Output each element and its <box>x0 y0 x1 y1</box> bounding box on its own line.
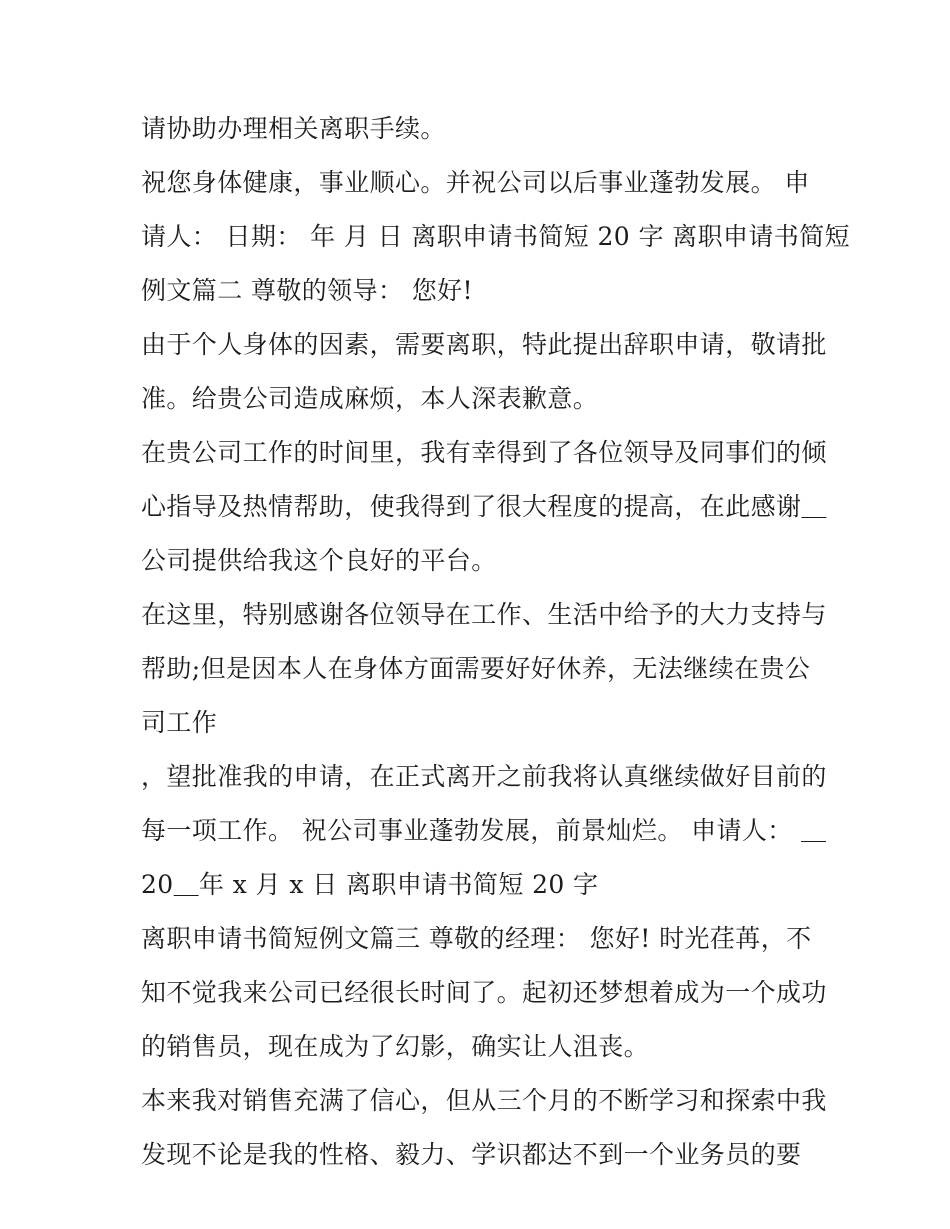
text-line-18: 的销售员，现在成为了幻影，确实让人沮丧。 <box>141 1032 650 1061</box>
text-line-3: 请人： 日期： 年 月 日 离职申请书简短 20 字 离职申请书简短 <box>141 222 850 251</box>
text-line-16: 离职申请书简短例文篇三 尊敬的经理： 您好! 时光荏苒，不 <box>141 924 812 953</box>
text-line-2: 祝您身体健康，事业顺心。并祝公司以后事业蓬勃发展。 申 <box>141 168 810 197</box>
text-line-1: 请协助办理相关离职手续。 <box>141 114 446 143</box>
text-line-17: 知不觉我来公司已经很长时间了。起初还梦想着成为一个成功 <box>141 978 827 1007</box>
text-line-19: 本来我对销售充满了信心，但从三个月的不断学习和探索中我 <box>141 1086 827 1115</box>
text-line-13: ，望批准我的申请，在正式离开之前我将认真继续做好目前的 <box>141 762 827 791</box>
document-body <box>141 106 850 1186</box>
text-line-15: 20＿年 x 月 x 日 离职申请书简短 20 字 <box>141 870 599 899</box>
text-line-11: 帮助;但是因本人在身体方面需要好好休养，无法继续在贵公 <box>141 654 811 683</box>
text-line-9: 公司提供给我这个良好的平台。 <box>141 546 497 575</box>
text-line-12: 司工作 <box>141 708 218 737</box>
text-line-10: 在这里，特别感谢各位领导在工作、生活中给予的大力支持与 <box>141 600 827 629</box>
text-line-7: 在贵公司工作的时间里，我有幸得到了各位领导及同事们的倾 <box>141 438 827 467</box>
text-line-5: 由于个人身体的因素，需要离职，特此提出辞职申请，敬请批 <box>141 330 827 359</box>
text-line-20: 发现不论是我的性格、毅力、学识都达不到一个业务员的要 <box>141 1140 802 1169</box>
text-line-14: 每一项工作。 祝公司事业蓬勃发展，前景灿烂。 申请人： ＿ <box>141 816 827 845</box>
text-line-4: 例文篇二 尊敬的领导： 您好! <box>141 276 473 305</box>
text-line-6: 准。给贵公司造成麻烦，本人深表歉意。 <box>141 384 599 413</box>
text-line-8: 心指导及热情帮助，使我得到了很大程度的提高，在此感谢＿ <box>141 492 827 521</box>
